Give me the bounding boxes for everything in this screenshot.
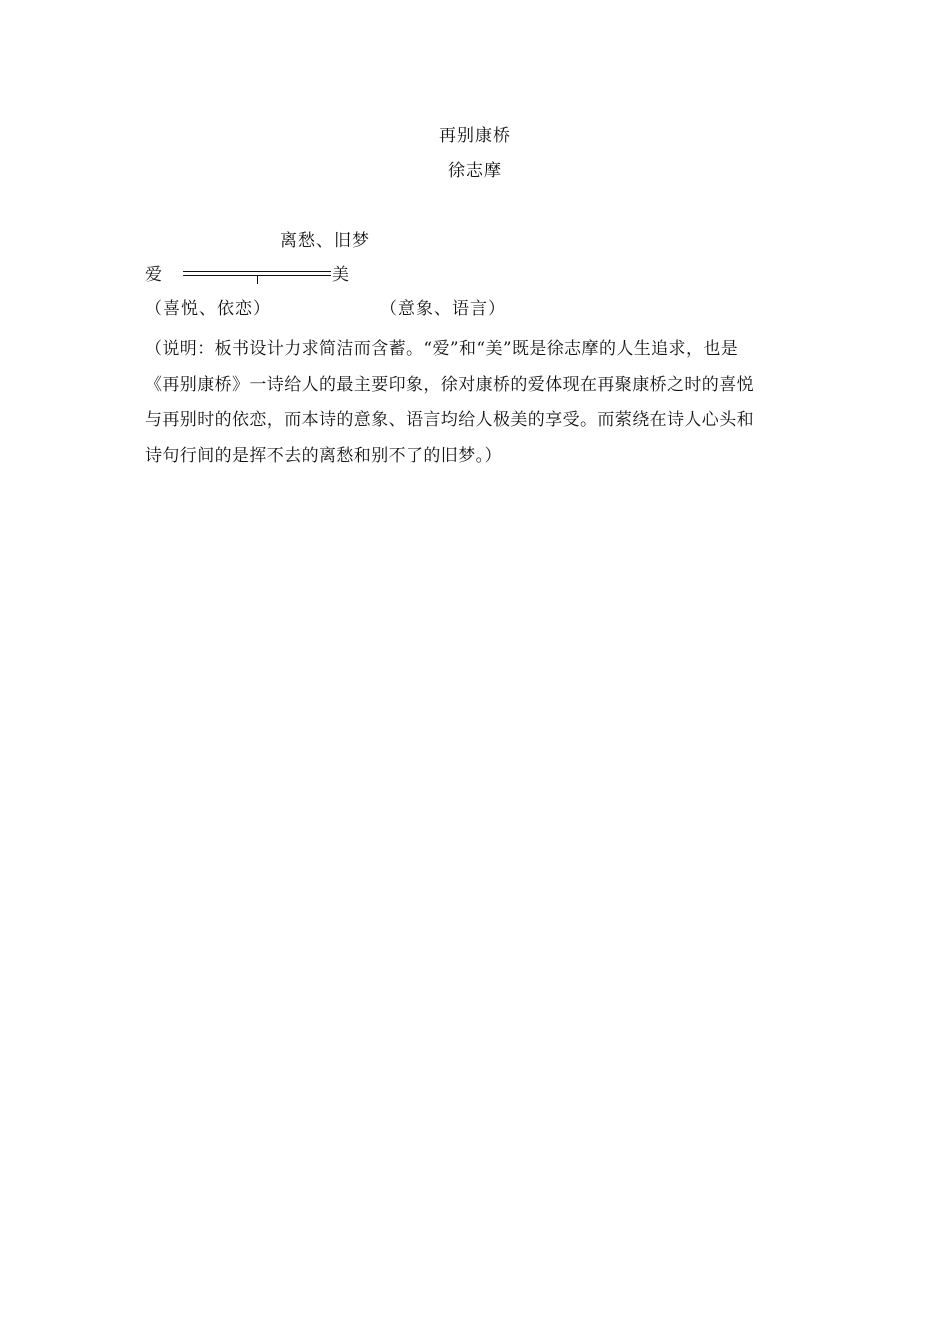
board-right-note: （意象、语言）: [380, 299, 506, 319]
document-author: 徐志摩: [448, 161, 502, 181]
board-left-note: （喜悦、依恋）: [145, 299, 271, 319]
explanation-line: 诗句行间的是挥不去的离愁和别不了的旧梦。）: [145, 445, 502, 466]
explanation-paragraph: [145, 332, 810, 474]
explanation-line: 与再别时的依恋，而本诗的意象、语言均给人极美的享受。而萦绕在诗人心头和: [145, 410, 754, 430]
board-left-word: 爱: [145, 265, 162, 285]
document-title: 再别康桥: [439, 126, 511, 146]
explanation-line: （说明：板书设计力求简洁而含蓄。“爱”和“美”既是徐志摩的人生追求，也是: [145, 339, 739, 359]
board-tick-mark: [257, 275, 258, 284]
explanation-line: 《再别康桥》一诗给人的最主要印象，徐对康桥的爱体现在再聚康桥之时的喜悦: [145, 374, 754, 395]
board-diagram: [145, 265, 405, 287]
board-top-label: 离愁、旧梦: [280, 231, 370, 251]
board-right-word: 美: [332, 265, 349, 285]
